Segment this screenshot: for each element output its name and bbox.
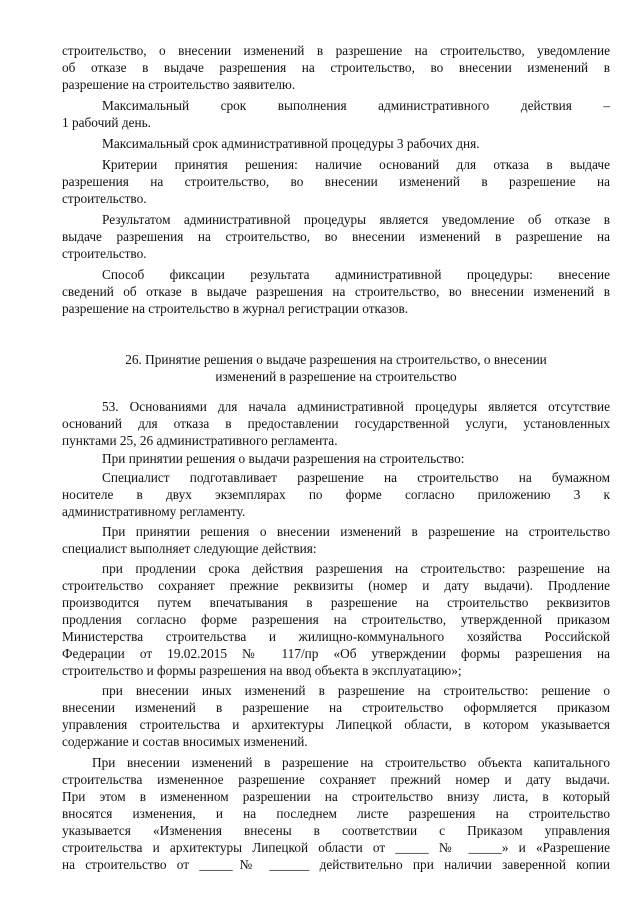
text-line: разрешения на строительство, во внесении изменений в разрешение на [62, 174, 610, 189]
text-line: Максимальный срок административной процедуры 3 рабочих дня. [102, 136, 480, 151]
text-line: содержание и состав вносимых изменений. [62, 734, 308, 749]
text-line: управления строительства и архитектуры Липецкой области, в котором указывается [62, 717, 610, 732]
text-line: выдаче разрешения на строительство, во внесении изменений в разрешение на [62, 229, 610, 244]
text-line: внесении изменений в разрешение на строительство оформляется приказом [62, 700, 610, 715]
text-line: Максимальный срок выполнения административного действия – [102, 98, 610, 113]
text-line: строительство. [62, 191, 147, 206]
text-line: Специалист подготавливает разрешение на строительство на бумажном [102, 470, 610, 485]
text-line: разрешение на строительство в журнал регистрации отказов. [62, 301, 409, 316]
text-line: строительство. [62, 246, 147, 261]
text-line: сведений об отказе в выдаче разрешения на строительство, во внесении изменений в [62, 284, 610, 299]
text-line: производится путем впечатывания в разрешение на строительство реквизитов [62, 595, 610, 610]
text-line: строительство, о внесении изменений в разрешение на строительство, уведомление [62, 43, 610, 58]
text-line: оснований для отказа в предоставлении государственной услуги, установленных [62, 416, 610, 431]
text-line: При этом в измененном разрешении на строительство внизу листа, в который [62, 789, 610, 804]
text-line: При принятии решения о выдачи разрешения на строительство: [102, 451, 465, 466]
text-line: При внесении изменений в разрешение на строительство объекта капитального [92, 755, 610, 770]
text-line: разрешение на строительство заявителю. [62, 77, 296, 92]
text-line: Способ фиксации результата административной процедуры: внесение [102, 267, 610, 282]
text-line: 1 рабочий день. [62, 115, 152, 130]
text-line: При принятии решения о внесении изменений в разрешение на строительство [102, 524, 610, 539]
text-line: строительства измененное разрешение сохраняет прежний номер и дату выдачи. [62, 772, 610, 787]
text-line: продления согласно форме разрешения на строительство, утвержденной приказом [62, 612, 610, 627]
text-line: административному регламенту. [62, 504, 246, 519]
text-line: об отказе в выдаче разрешения на строительство, во внесении изменений в [62, 60, 610, 75]
text-line: указывается «Изменения внесены в соответствии с Приказом управления [62, 823, 610, 838]
section-heading: 26. Принятие решения о выдаче разрешения на строительство, о внесении [125, 352, 547, 367]
text-line: при продлении срока действия разрешения на строительство: разрешение на [102, 561, 610, 576]
text-line: специалист выполняет следующие действия: [62, 541, 317, 556]
text-line: строительство сохраняет прежние реквизиты (номер и дату выдачи). Продление [62, 578, 610, 593]
text-line: Результатом административной процедуры является уведомление об отказе в [102, 212, 610, 227]
text-line: Критерии принятия решения: наличие оснований для отказа в выдаче [102, 157, 610, 172]
text-line: Министерства строительства и жилищно-коммунального хозяйства Российской [62, 629, 610, 644]
section-heading: изменений в разрешение на строительство [215, 369, 457, 384]
text-line: строительства и архитектуры Липецкой области от _____ № _____» и «Разрешение [62, 840, 610, 855]
text-line: строительство и формы разрешения на ввод объекта в эксплуатацию»; [62, 663, 462, 678]
text-line: Федерации от 19.02.2015 № 117/пр «Об утверждении формы разрешения на [62, 646, 610, 661]
text-line: вносятся изменения, и на последнем листе разрешения на строительство [62, 806, 610, 821]
text-line: 53. Основаниями для начала административной процедуры является отсутствие [102, 399, 610, 414]
text-line: носителе в двух экземплярах по форме согласно приложению 3 к [62, 487, 610, 502]
text-line: при внесении иных изменений в разрешение на строительство: решение о [102, 683, 610, 698]
text-line: на строительство от _____№ ______ действительно при наличии заверенной копии [62, 857, 610, 872]
text-line: пунктами 25, 26 административного регламента. [62, 433, 338, 448]
